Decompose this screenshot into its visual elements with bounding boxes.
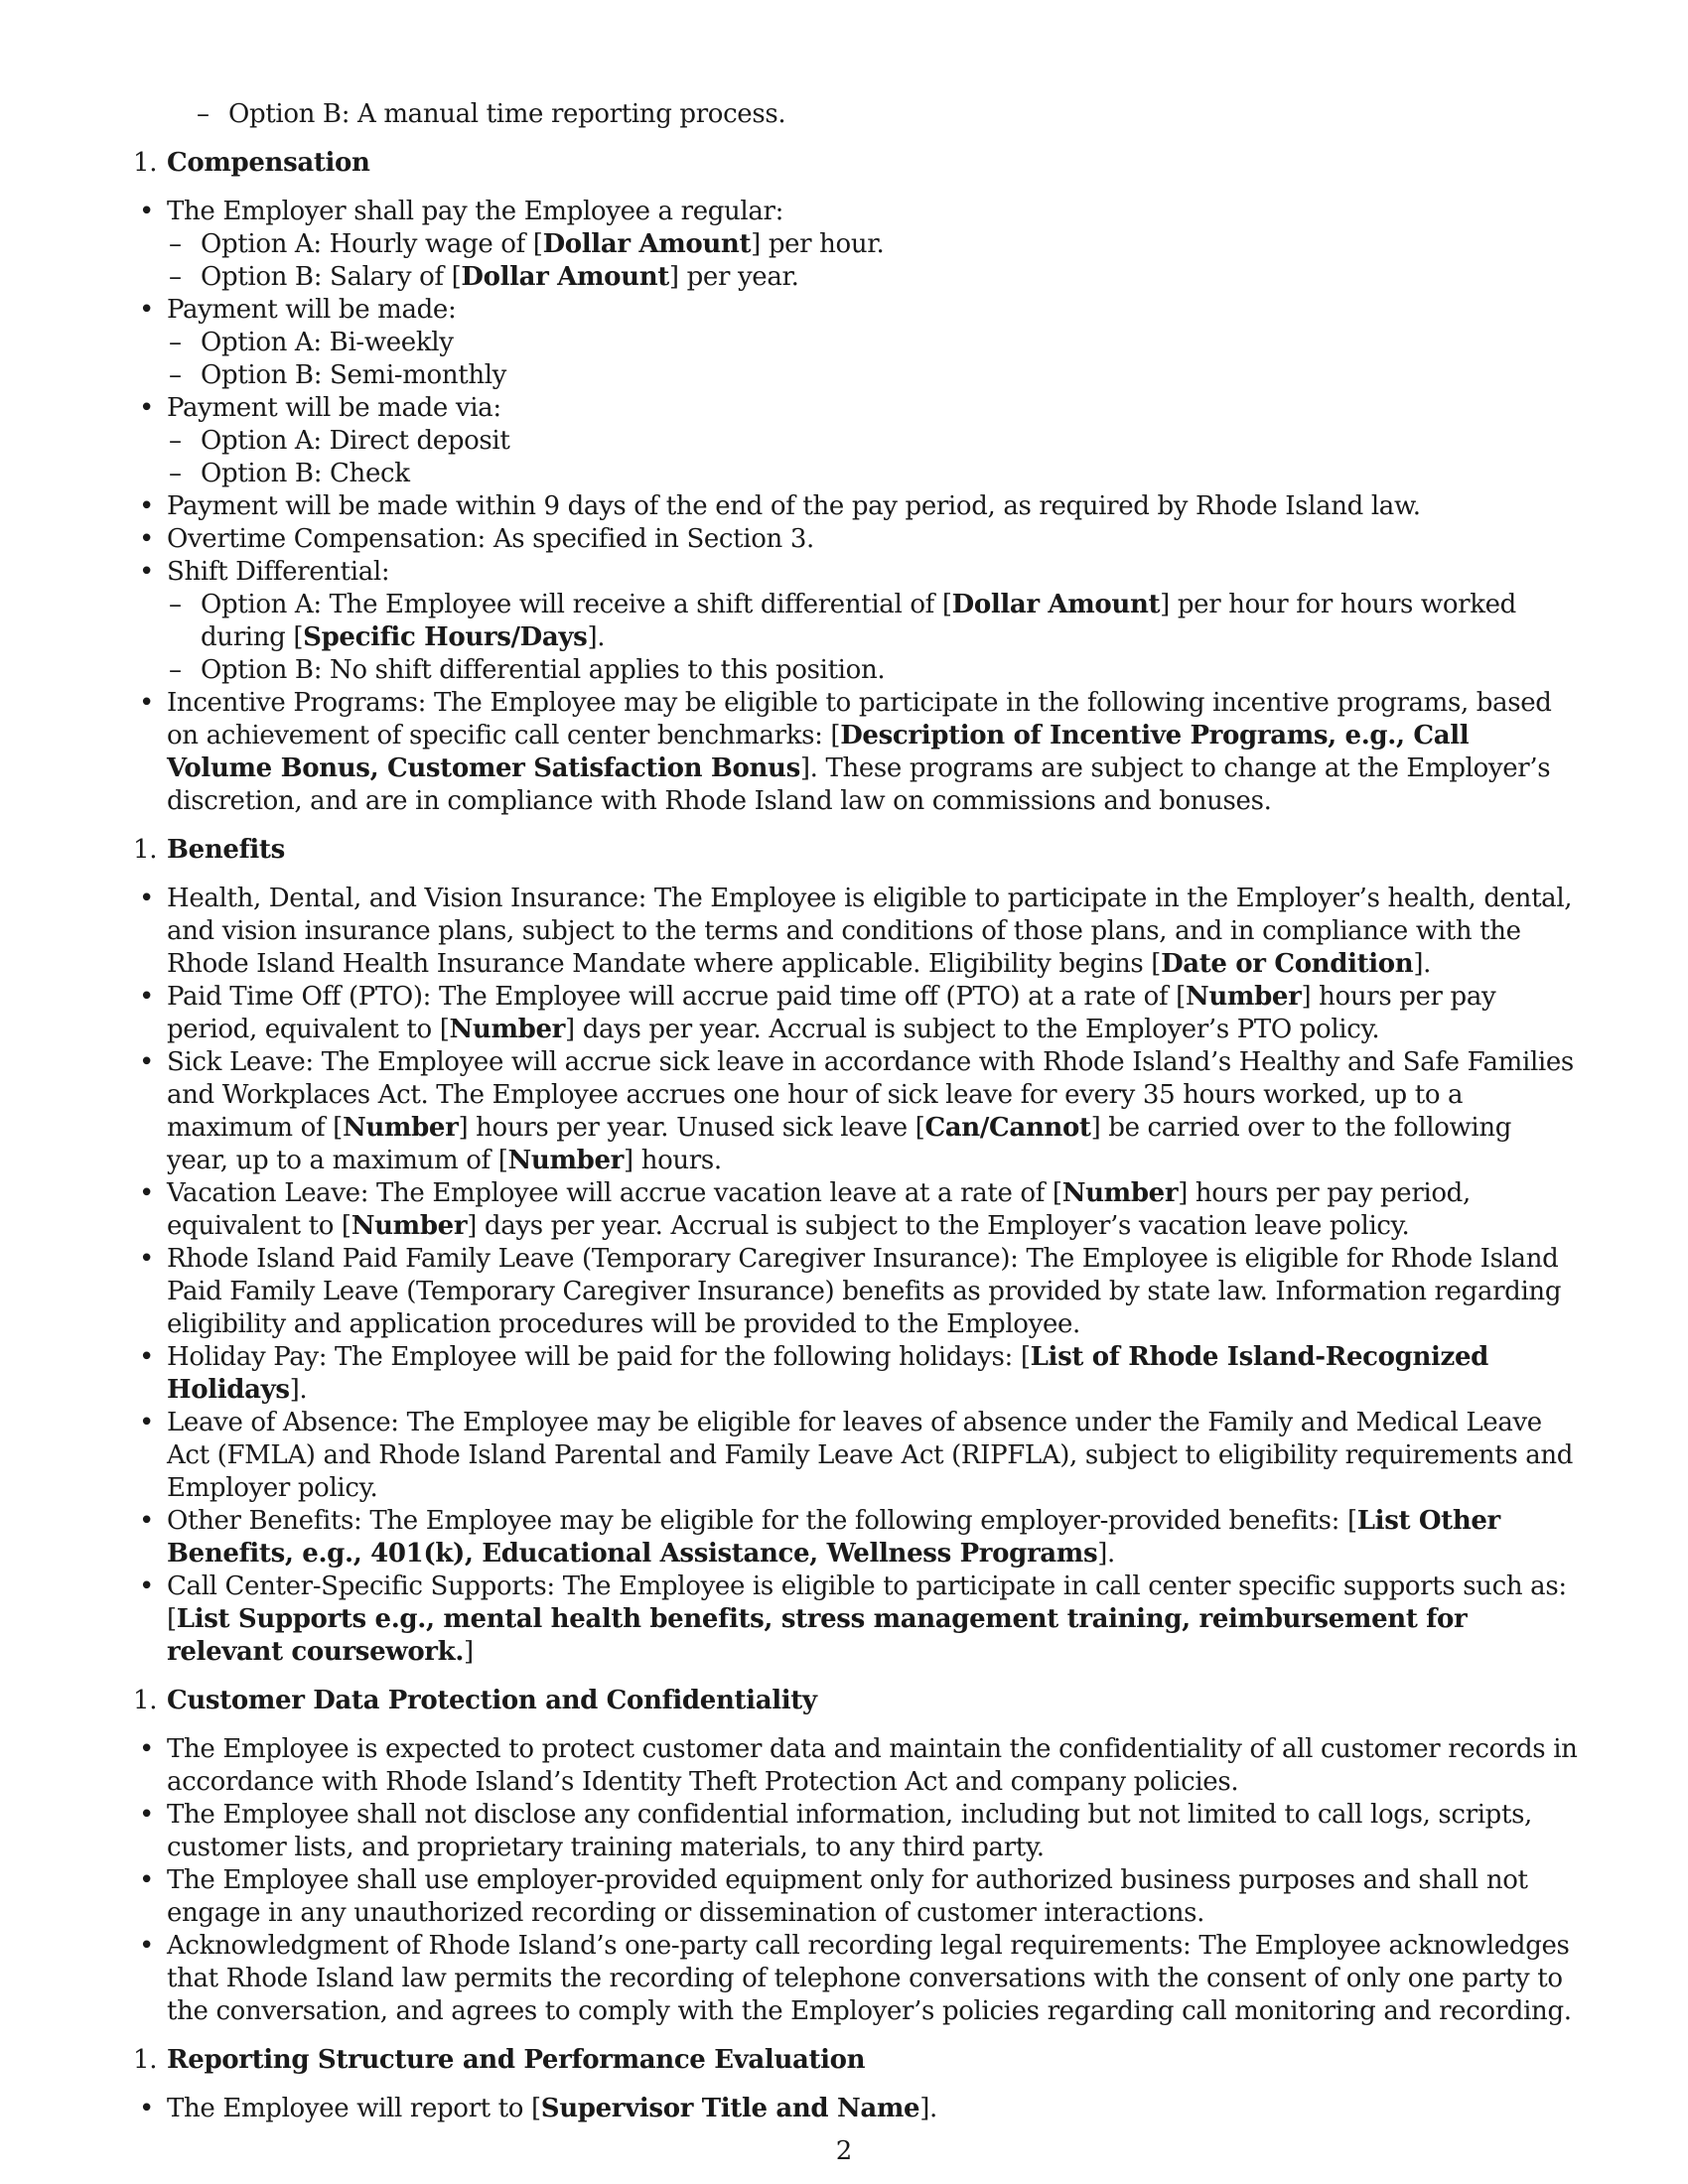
section-number: 1. xyxy=(133,2045,158,2075)
bullet-text xyxy=(167,1243,1579,1341)
placeholder-field: Date or Condition xyxy=(1161,949,1414,979)
text-segment: ] hours. xyxy=(624,1146,722,1175)
placeholder-field: Description of Incentive Programs, e.g., Call Volume Bonus, Customer Satisfaction Bonus xyxy=(167,721,1470,783)
text-segment: Other Benefits: The Employee may be eligible for the following employer-provided benefits: [ xyxy=(167,1506,1357,1536)
text-segment: Overtime Compensation: As specified in Section 3. xyxy=(167,524,814,554)
placeholder-field: Dollar Amount xyxy=(461,262,669,292)
bullet-item xyxy=(167,1570,1579,1669)
text-segment: ] be carried over to the following year, up to a maximum of [ xyxy=(167,1113,1512,1175)
bullet-text xyxy=(167,1046,1579,1177)
bullet-item xyxy=(167,1930,1579,2028)
text-segment: Option B: Salary of [ xyxy=(201,262,462,292)
placeholder-field: Specific Hours/Days xyxy=(303,622,588,652)
bullet-text xyxy=(167,523,1579,556)
sub-option-text xyxy=(201,327,1579,359)
bullet-item xyxy=(167,1505,1579,1570)
sub-option-item xyxy=(167,327,1579,359)
text-segment: ]. xyxy=(1413,949,1432,979)
text-segment: Option A: Hourly wage of [ xyxy=(201,229,543,259)
section-number: 1. xyxy=(133,835,158,865)
text-segment: Call Center-Specific Supports: The Employee is eligible to participate in call center specific supports such as: [ xyxy=(167,1571,1567,1634)
text-segment: ] hours per pay period, equivalent to [ xyxy=(167,1178,1471,1241)
bullet-text xyxy=(167,2093,1579,2125)
text-segment: The Employer shall pay the Employee a regular: xyxy=(167,197,784,226)
bullet-item xyxy=(167,1799,1579,1864)
bullet-text xyxy=(167,1799,1579,1864)
bullet-text xyxy=(167,1733,1579,1799)
sub-option-text xyxy=(201,654,1579,687)
section-number: 1. xyxy=(133,148,158,178)
placeholder-field: Number xyxy=(342,1113,459,1143)
text-segment: Option A: Direct deposit xyxy=(201,426,510,456)
bullet-item xyxy=(167,1864,1579,1930)
section-title: Customer Data Protection and Confidentiality xyxy=(167,1686,817,1715)
bullet-item xyxy=(167,392,1579,490)
text-segment: Incentive Programs: The Employee may be eligible to participate in the following incentive programs, based on achievement of specific call center benchmarks: [ xyxy=(167,688,1552,751)
bullet-item xyxy=(167,981,1579,1046)
text-segment: ] days per year. Accrual is subject to the Employer’s PTO policy. xyxy=(565,1015,1380,1044)
text-segment: Leave of Absence: The Employee may be eligible for leaves of absence under the Family and Medical Leave Act (FMLA) and Rhode Island Parental and Family Leave Act (RIPFLA), subject to eligibility requirements and Employer policy. xyxy=(167,1408,1574,1503)
text-segment: ] days per year. Accrual is subject to the Employer’s vacation leave policy. xyxy=(467,1211,1410,1241)
text-segment: Payment will be made within 9 days of the end of the pay period, as required by Rhode Island law. xyxy=(167,491,1421,521)
top-option-item xyxy=(228,98,1579,131)
placeholder-field: Supervisor Title and Name xyxy=(540,2094,920,2123)
placeholder-field: Number xyxy=(1185,982,1302,1012)
text-segment: Rhode Island Paid Family Leave (Temporary Caregiver Insurance): The Employee is eligible for Rhode Island Paid Family Leave (Temporary Caregiver Insurance) benefits as provided by state law. Information regarding eligibility and application procedures will be provided to the Employee. xyxy=(167,1244,1562,1339)
placeholder-field: List Supports e.g., mental health benefits, stress management training, reimbursement for relevant coursework. xyxy=(167,1604,1468,1667)
text-segment: ]. xyxy=(289,1375,308,1405)
sub-option-text xyxy=(201,589,1579,654)
bullet-text xyxy=(167,1177,1579,1243)
text-segment: Shift Differential: xyxy=(167,557,390,587)
bullet-item xyxy=(167,2093,1579,2125)
text-segment: ] per hour. xyxy=(751,229,885,259)
text-segment: Option A: The Employee will receive a shift differential of [ xyxy=(201,590,952,619)
text-segment: Health, Dental, and Vision Insurance: The Employee is eligible to participate in the Employer’s health, dental, and vision insurance plans, subject to the terms and conditions of those plans, and in compliance with the Rhode Island Health Insurance Mandate where applicable. Eligibility begins [ xyxy=(167,884,1573,979)
bullet-text xyxy=(167,1341,1579,1407)
sub-option-text xyxy=(201,261,1579,294)
text-segment: The Employee will report to [ xyxy=(167,2094,541,2123)
placeholder-field: List Other Benefits, e.g., 401(k), Educational Assistance, Wellness Programs xyxy=(167,1506,1500,1569)
text-segment: ]. xyxy=(587,622,606,652)
text-segment: The Employee shall not disclose any confidential information, including but not limited to call logs, scripts, customer lists, and proprietary training materials, to any third party. xyxy=(167,1800,1532,1862)
text-segment: Paid Time Off (PTO): The Employee will accrue paid time off (PTO) at a rate of [ xyxy=(167,982,1186,1012)
sections-container xyxy=(133,147,1579,2125)
bullet-item xyxy=(167,1341,1579,1407)
placeholder-field: Dollar Amount xyxy=(542,229,752,259)
bullet-item xyxy=(167,490,1579,523)
bullet-item xyxy=(167,196,1579,294)
section-heading xyxy=(133,834,1579,867)
placeholder-field: Number xyxy=(507,1146,624,1175)
bullet-list xyxy=(167,883,1579,1669)
sub-option-item xyxy=(167,425,1579,458)
top-option-text: – Option B: A manual time reporting process. xyxy=(228,98,1579,131)
sub-option-item xyxy=(167,589,1579,654)
bullet-item xyxy=(167,294,1579,392)
placeholder-field: Number xyxy=(351,1211,468,1241)
page-number: 2 xyxy=(835,2136,853,2166)
sub-option-item xyxy=(167,654,1579,687)
sub-option-item xyxy=(167,458,1579,490)
bullet-text xyxy=(167,392,1579,425)
text-segment: Payment will be made: xyxy=(167,295,457,325)
section-title: Compensation xyxy=(167,148,370,178)
sub-option-text xyxy=(201,425,1579,458)
text-segment: Option A: Bi-weekly xyxy=(201,328,454,357)
bullet-item xyxy=(167,1177,1579,1243)
bullet-item xyxy=(167,1407,1579,1505)
bullet-text xyxy=(167,490,1579,523)
bullet-text xyxy=(167,1930,1579,2028)
text-segment: Option B: Semi-monthly xyxy=(201,360,507,390)
text-segment: Vacation Leave: The Employee will accrue vacation leave at a rate of [ xyxy=(167,1178,1062,1208)
sub-option-item xyxy=(167,359,1579,392)
text-segment: ]. xyxy=(1097,1539,1115,1569)
bullet-text xyxy=(167,1570,1579,1669)
section-title: Reporting Structure and Performance Evaluation xyxy=(167,2045,866,2075)
bullet-list xyxy=(167,2093,1579,2125)
section-title: Benefits xyxy=(167,835,285,865)
bullet-text xyxy=(167,294,1579,327)
text-segment: The Employee is expected to protect customer data and maintain the confidentiality of all customer records in accordance with Rhode Island’s Identity Theft Protection Act and company policies. xyxy=(167,1734,1578,1797)
bullet-list xyxy=(167,196,1579,818)
placeholder-field: Can/Cannot xyxy=(924,1113,1091,1143)
bullet-text xyxy=(167,196,1579,228)
text-segment: The Employee shall use employer-provided equipment only for authorized business purposes and shall not engage in any unauthorized recording or dissemination of customer interactions. xyxy=(167,1865,1528,1928)
document-body xyxy=(133,98,1579,2125)
text-segment: Option B: Check xyxy=(201,459,410,488)
text-segment: ] per hour for hours worked during [ xyxy=(201,590,1516,652)
bullet-item xyxy=(167,556,1579,687)
text-segment: Sick Leave: The Employee will accrue sick leave in accordance with Rhode Island’s Healthy and Safe Families and Workplaces Act. The Employee accrues one hour of sick leave for every 35 hours worked, up to a maximum of [ xyxy=(167,1047,1574,1143)
text-segment: ] per year. xyxy=(668,262,799,292)
text-segment: ] xyxy=(464,1637,474,1667)
bullet-item xyxy=(167,687,1579,818)
bullet-text xyxy=(167,1864,1579,1930)
bullet-list xyxy=(167,1733,1579,2028)
bullet-text xyxy=(167,556,1579,589)
section-heading xyxy=(133,2044,1579,2077)
bullet-item xyxy=(167,883,1579,981)
text-segment: Holiday Pay: The Employee will be paid for the following holidays: [ xyxy=(167,1342,1031,1372)
sub-option-text xyxy=(201,458,1579,490)
bullet-text xyxy=(167,1407,1579,1505)
placeholder-field: List of Rhode Island-Recognized Holidays xyxy=(167,1342,1488,1405)
bullet-item xyxy=(167,1733,1579,1799)
bullet-item xyxy=(167,1046,1579,1177)
sub-option-item xyxy=(167,228,1579,261)
text-segment: ]. xyxy=(919,2094,937,2123)
section-number: 1. xyxy=(133,1686,158,1715)
text-segment: Acknowledgment of Rhode Island’s one-party call recording legal requirements: The Employee acknowledges that Rhode Island law permits the recording of telephone conversations with the consent of only one party to the conversation, and agrees to comply with the Employer’s policies regarding call monitoring and recording. xyxy=(167,1931,1572,2026)
bullet-text xyxy=(167,981,1579,1046)
bullet-text xyxy=(167,883,1579,981)
bullet-text xyxy=(167,687,1579,818)
section-heading xyxy=(133,147,1579,180)
text-segment: Option B: No shift differential applies to this position. xyxy=(201,655,886,685)
sub-option-text xyxy=(201,228,1579,261)
placeholder-field: Number xyxy=(1061,1178,1179,1208)
text-segment: ]. These programs are subject to change at the Employer’s discretion, and are in compliance with Rhode Island law on commissions and bonuses. xyxy=(167,753,1551,816)
bullet-item xyxy=(167,1243,1579,1341)
bullet-text xyxy=(167,1505,1579,1570)
placeholder-field: Dollar Amount xyxy=(951,590,1161,619)
text-segment: Payment will be made via: xyxy=(167,393,501,423)
placeholder-field: Number xyxy=(449,1015,566,1044)
text-segment: ] hours per pay period, equivalent to [ xyxy=(167,982,1496,1044)
section-heading xyxy=(133,1685,1579,1717)
bullet-item xyxy=(167,523,1579,556)
text-segment: ] hours per year. Unused sick leave [ xyxy=(458,1113,925,1143)
sub-option-item xyxy=(167,261,1579,294)
sub-option-text xyxy=(201,359,1579,392)
